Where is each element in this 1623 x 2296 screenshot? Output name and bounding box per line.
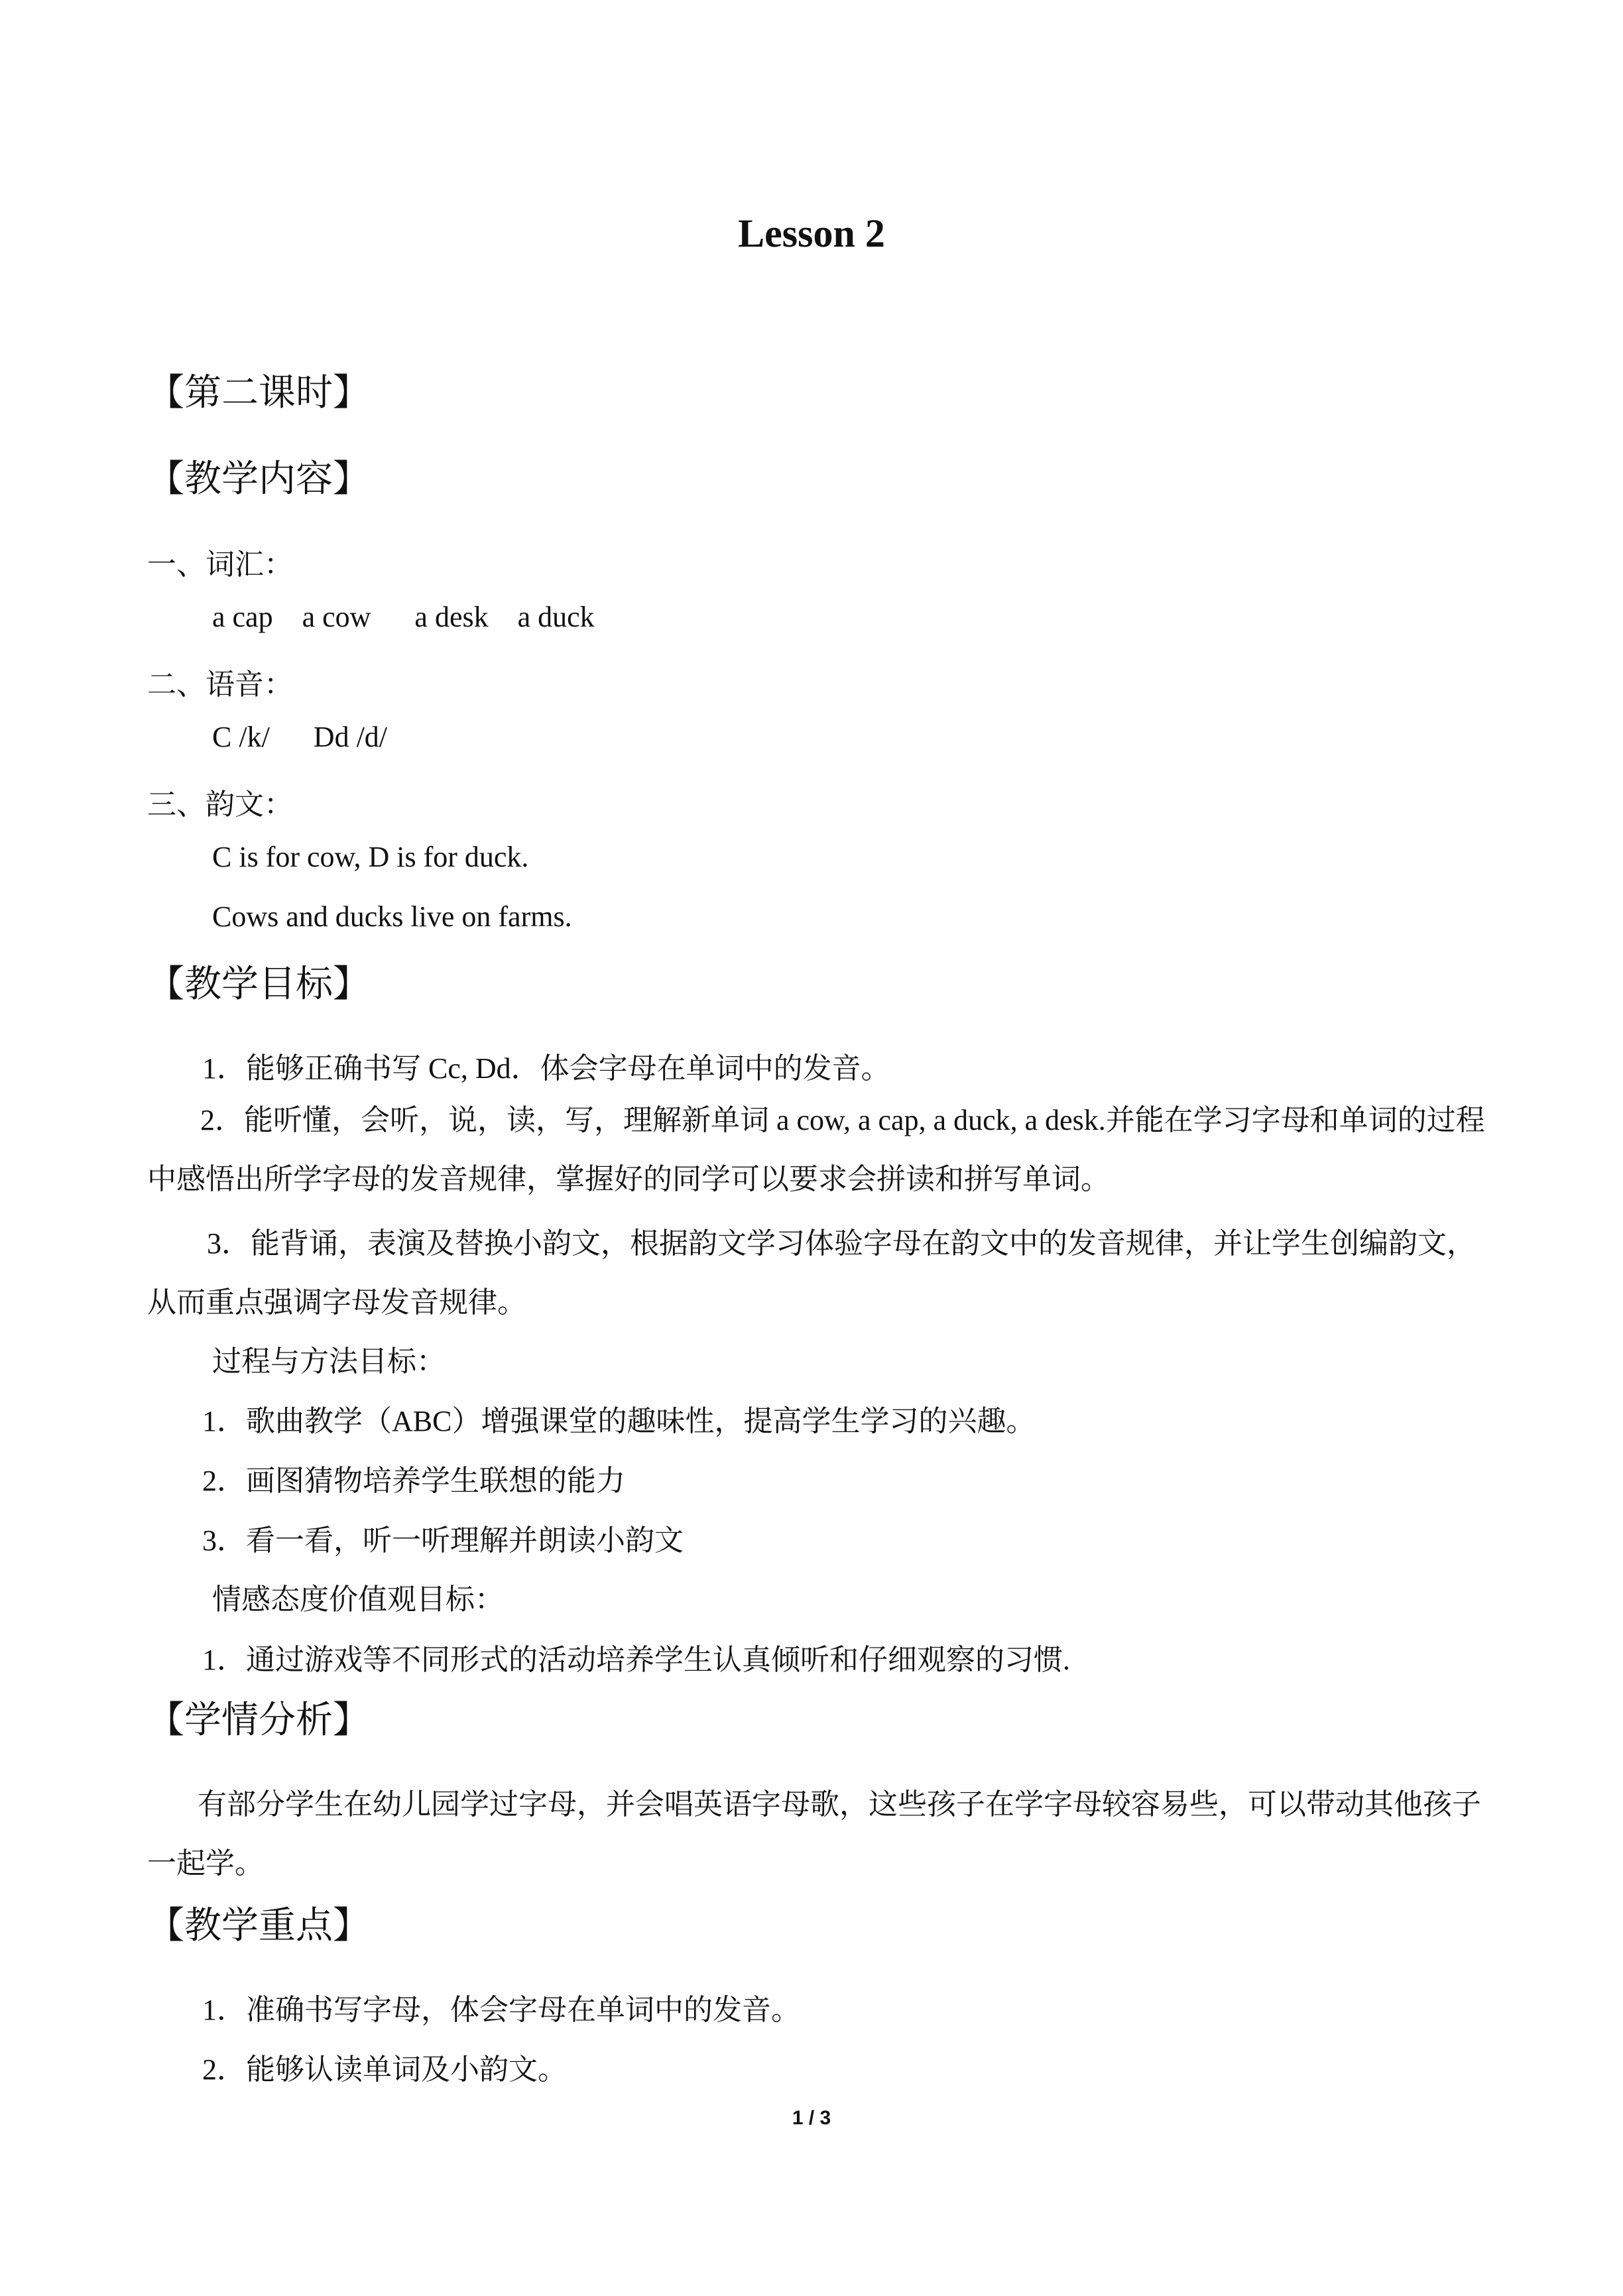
process-label: 过程与方法目标：: [212, 1345, 446, 1378]
section-heading-key: 【教学重点】: [147, 1905, 370, 1947]
page-number: 1 / 3: [792, 2107, 831, 2129]
key-point-2: 2．能够认读单词及小韵文。: [202, 2053, 567, 2086]
process-3: 3．看一看，听一听理解并朗读小韵文: [202, 1524, 684, 1557]
analysis-text: 有部分学生在幼儿园学过字母，并会唱英语字母歌，这些孩子在学字母较容易些，可以带动其他孩子一起学。: [147, 1788, 1481, 1880]
section-heading-period: 【第二课时】: [147, 373, 370, 414]
process-2: 2．画图猜物培养学生联想的能力: [202, 1465, 625, 1497]
chant-line-1: C is for cow, D is for duck.: [212, 841, 529, 873]
goal-1: 1．能够正确书写 Cc, Dd．体会字母在单词中的发音。: [202, 1052, 890, 1085]
section-heading-content: 【教学内容】: [147, 459, 370, 500]
emotion-1: 1．通过游戏等不同形式的活动培养学生认真倾听和仔细观察的习惯.: [202, 1644, 1070, 1676]
process-1: 1．歌曲教学（ABC）增强课堂的趣味性，提高学生学习的兴趣。: [202, 1405, 1036, 1437]
chant-line-2: Cows and ducks live on farms.: [212, 900, 572, 933]
phonics-items: C /k/ Dd /d/: [212, 721, 388, 753]
goal-2: 2．能听懂，会听，说，读，写，理解新单词 a cow, a cap, a duck, a desk.并能在学习字母和单词的过程中感悟出所学字母的发音规律，掌握好的同学可以要求会拼读和拼写单词。: [147, 1104, 1485, 1195]
page-title: Lesson 2: [738, 211, 885, 255]
section-heading-goals: 【教学目标】: [147, 964, 370, 1005]
key-point-1: 1．准确书写字母，体会字母在单词中的发音。: [202, 1994, 800, 2026]
goal-3: 3．能背诵，表演及替换小韵文，根据韵文学习体验字母在韵文中的发音规律，并让学生创编韵文，从而重点强调字母发音规律。: [147, 1227, 1476, 1319]
emotion-label: 情感态度价值观目标：: [212, 1583, 504, 1616]
section-heading-analysis: 【学情分析】: [147, 1700, 370, 1741]
phonics-label: 二、语音：: [147, 668, 293, 701]
vocab-label: 一、词汇：: [147, 548, 293, 581]
chant-label: 三、韵文：: [147, 788, 293, 821]
vocab-words: a cap a cow a desk a duck: [212, 601, 595, 633]
